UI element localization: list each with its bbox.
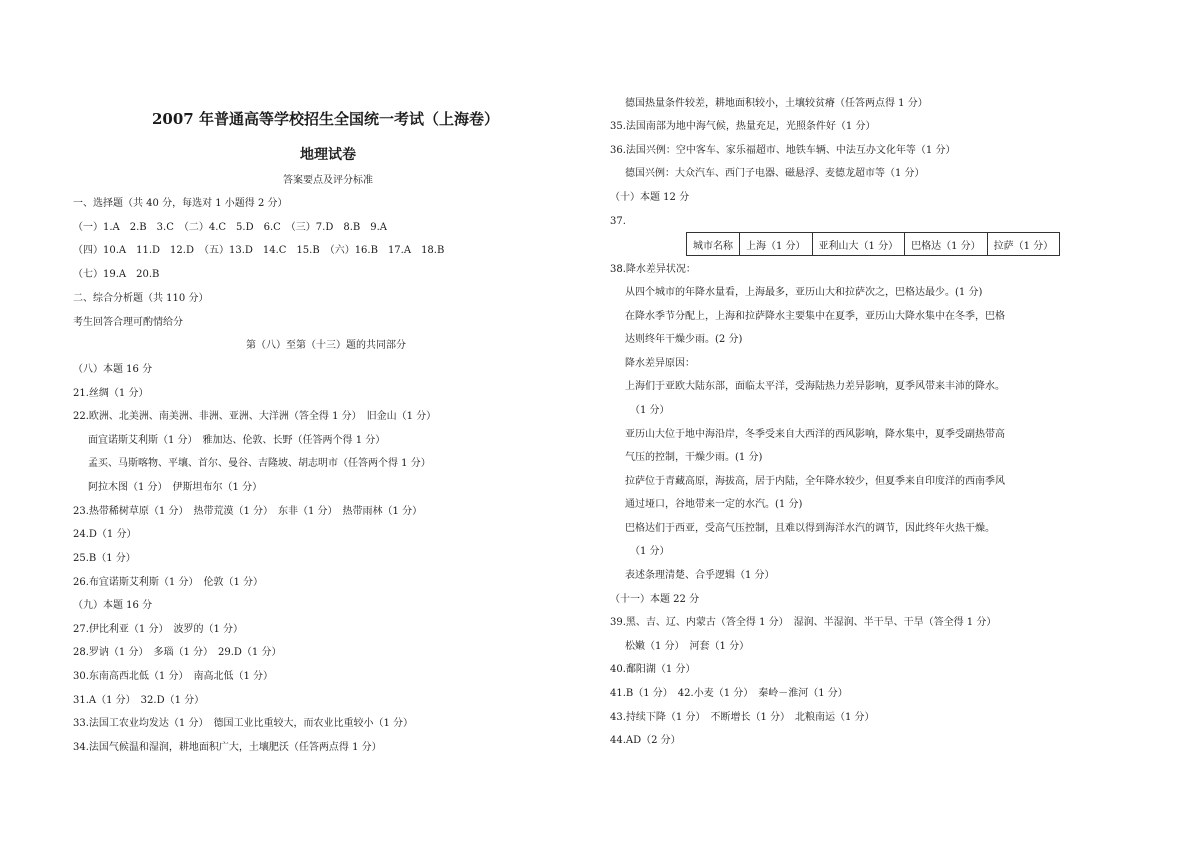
table-cell: 拉萨（1 分） [987,233,1060,256]
answer-line: （九）本题 16 分 [73,600,153,611]
answer-line: 24.D（1 分） [73,529,137,540]
choice-row: （七）19.A 20.B [73,269,160,280]
choice-row: （一）1.A 2.B 3.C （二）4.C 5.D 6.C （三）7.D 8.B 9.A [73,222,387,233]
answer-line: 拉萨位于青藏高原，海拔高，居于内陆，全年降水较少，但夏季来自印度洋的西南季风 [625,476,1005,487]
answer-line: 亚历山大位于地中海沿岸，冬季受来自大西洋的西风影响，降水集中，夏季受副热带高 [625,429,1005,440]
answer-line: 德国兴例：大众汽车、西门子电器、磁悬浮、麦德龙超市等（1 分） [625,168,925,179]
answer-line: （十一）本题 22 分 [610,594,700,605]
answer-line: 表述条理清楚、合乎逻辑（1 分） [625,570,775,581]
answer-line: 巴格达们于西亚，受高气压控制，且难以得到海洋水汽的调节，因此终年火热干燥。 [625,523,995,534]
table-cell: 上海（1 分） [740,233,813,256]
answer-line: 34.法国气候温和湿润，耕地面积广大，土壤肥沃（任答两点得 1 分） [73,742,382,753]
answer-line: 44.AD（2 分） [610,735,681,746]
common-part-heading: 第（八）至第（十三）题的共同部分 [246,340,406,351]
answer-line: 25.B（1 分） [73,553,136,564]
answer-line: 26.布宜诺斯艾利斯（1 分） 伦敦（1 分） [73,577,263,588]
table-row [687,233,1060,256]
city-table [686,232,1060,256]
table-cell: 巴格达（1 分） [905,233,988,256]
answer-line: 27.伊比利亚（1 分） 波罗的（1 分） [73,624,243,635]
exam-title: 2007 年普通高等学校招生全国统一考试（上海卷） [152,110,499,128]
answer-line: 39.黑、吉、辽、内蒙古（答全得 1 分） 湿润、半湿润、半干旱、干旱（答全得 1 分） [610,617,997,628]
answer-line: 38.降水差异状况： [610,264,696,275]
answer-key-subtitle: 答案要点及评分标准 [283,175,373,186]
answer-line: 通过垭口，谷地带来一定的水汽。(1 分) [625,499,803,510]
answer-line: 阿拉木图（1 分） 伊斯坦布尔（1 分） [88,482,263,493]
answer-line: 35.法国南部为地中海气候，热量充足，光照条件好（1 分） [610,121,876,132]
answer-line: 43.持续下降（1 分） 不断增长（1 分） 北粮南运（1 分） [610,712,875,723]
choice-row: （四）10.A 11.D 12.D （五）13.D 14.C 15.B （六）16.B 17.A 18.B [73,245,445,256]
answer-line: 40.鄱阳湖（1 分） [610,664,696,675]
answer-line: 德国热量条件较差，耕地面积较小，土壤较贫瘠（任答两点得 1 分） [625,98,928,109]
answer-line: （1 分） [630,405,670,416]
answer-line: 在降水季节分配上，上海和拉萨降水主要集中在夏季，亚历山大降水集中在冬季，巴格 [625,311,1005,322]
table-cell: 亚利山大（1 分） [812,233,905,256]
answer-line: 上海们于亚欧大陆东部，面临太平洋，受海陆热力差异影响，夏季风带来丰沛的降水。 [625,381,1005,392]
answer-line: （1 分） [630,546,670,557]
grading-note: 考生回答合理可酌情给分 [73,317,183,328]
answer-line: 气压的控制，干燥少雨。(1 分) [625,452,763,463]
answer-line: 33.法国工农业均发达（1 分） 德国工业比重较大，而农业比重较小（1 分） [73,718,413,729]
answer-line: 37. [610,216,626,227]
answer-line: 31.A（1 分） 32.D（1 分） [73,695,205,706]
answer-line: 22.欧洲、北美洲、南美洲、非洲、亚洲、大洋洲（答全得 1 分） 旧金山（1 分） [73,411,437,422]
answer-line: （十）本题 12 分 [610,192,690,203]
answer-line: 21.丝绸（1 分） [73,388,149,399]
answer-line: 23.热带稀树草原（1 分） 热带荒漠（1 分） 东非（1 分） 热带雨林（1 分） [73,506,423,517]
answer-line: 降水差异原因： [625,358,695,369]
answer-line: 30.东南高西北低（1 分） 南高北低（1 分） [73,671,273,682]
answer-line: 面宜诺斯艾利斯（1 分） 雅加达、伦敦、长野（任答两个得 1 分） [88,435,386,446]
section-heading: 二、综合分析题（共 110 分） [73,293,209,304]
answer-line: 孟买、马斯喀物、平壤、首尔、曼谷、吉隆坡、胡志明市（任答两个得 1 分） [88,458,431,469]
answer-line: 松嫩（1 分） 河套（1 分） [625,641,750,652]
paper-subject: 地理试卷 [300,147,356,163]
answer-line: （八）本题 16 分 [73,364,153,375]
table-cell: 城市名称 [687,233,740,256]
section-heading: 一、选择题（共 40 分，每选对 1 小题得 2 分） [73,198,288,209]
answer-line: 28.罗讷（1 分） 多瑙（1 分） 29.D（1 分） [73,647,282,658]
answer-line: 达则终年干燥少雨。(2 分) [625,334,743,345]
answer-line: 36.法国兴例：空中客车、家乐福超市、地铁车辆、中法互办文化年等（1 分） [610,145,956,156]
answer-line: 41.B（1 分） 42.小麦（1 分） 秦岭－淮河（1 分） [610,688,848,699]
answer-line: 从四个城市的年降水量看，上海最多，亚历山大和拉萨次之，巴格达最少。(1 分) [625,287,983,298]
